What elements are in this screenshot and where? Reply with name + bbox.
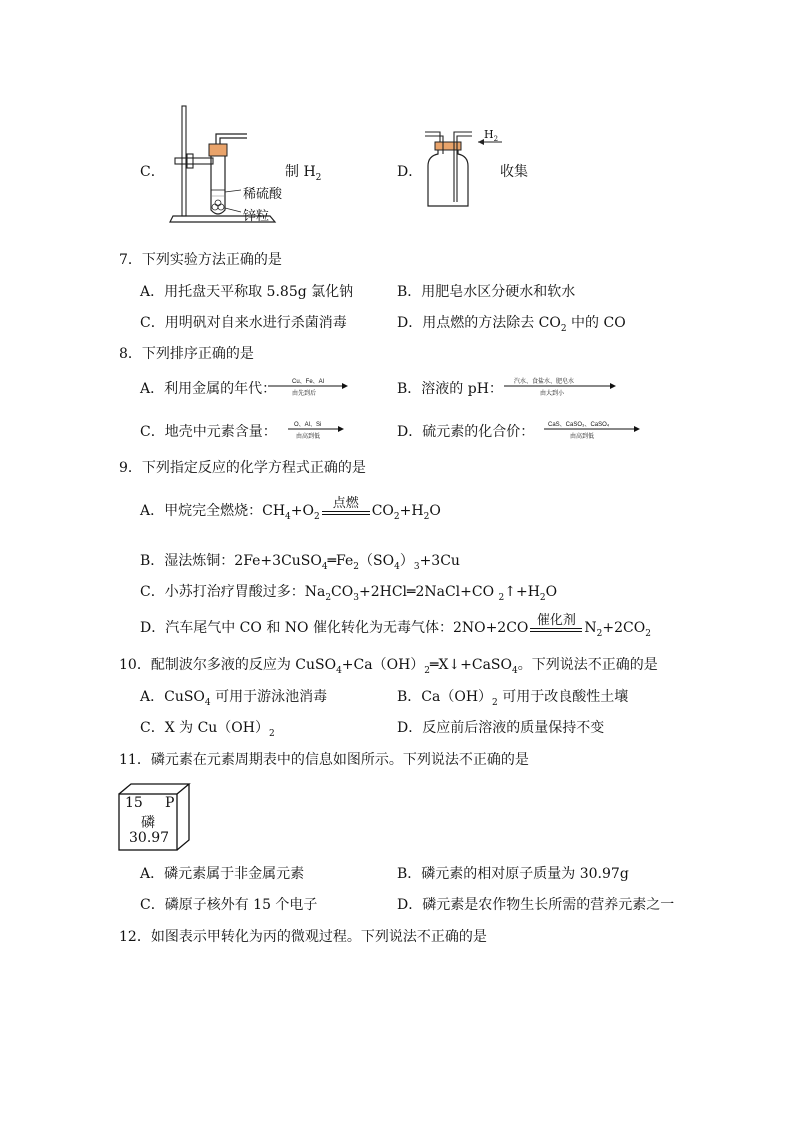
q8-option-b: B．溶液的 pH： xyxy=(397,381,503,397)
q8-d-arrow-bottom: 由高到低 xyxy=(570,434,595,440)
element-symbol: P xyxy=(165,795,175,811)
q12-stem: 12．如图表示甲转化为丙的微观过程。下列说法不正确的是 xyxy=(119,929,487,945)
q8-b-arrow-bottom: 由大到小 xyxy=(540,391,565,397)
q10-stem: 10．配制波尔多液的反应为 $CuSO_4+Ca(OH)_2═X↓+CaSO_4$。下列说法不正确的是 xyxy=(119,657,658,676)
q11-option-b: B．磷元素的相对原子质量为 30.97g xyxy=(397,866,629,882)
q10-option-b: B．$Ca(OH)_2$ 可用于改良酸性土壤 xyxy=(397,689,629,708)
zinc-granules-label: 锌粒 xyxy=(243,209,270,224)
q6-d-gas-label: $H_2$ xyxy=(484,128,499,144)
dilute-sulfuric-acid-label: 稀硫酸 xyxy=(243,187,283,202)
q8-option-c: C．地壳中元素含量： xyxy=(140,424,277,440)
q6-c-label: C． xyxy=(140,164,165,180)
q10-option-c: C．X 为 $Cu(OH)_2$ xyxy=(140,720,275,739)
q9-a-condition-equals: 点燃 xyxy=(320,501,372,521)
q10-option-d: D．反应前后溶液的质量保持不变 xyxy=(397,720,605,736)
q9-d-condition-equals: 催化剂 xyxy=(528,618,584,638)
q10-option-a: A．CuSO$_4$ 可用于游泳池消毒 xyxy=(140,689,328,708)
periodic-table-cell xyxy=(117,782,217,852)
q8-stem: 8．下列排序正确的是 xyxy=(119,346,254,362)
q7-option-d: D．用点燃的方法除去 $CO_2$ 中的 CO xyxy=(397,315,626,334)
q8-c-arrow-bottom: 由高到低 xyxy=(296,434,321,440)
q8-option-a: A．利用金属的年代： xyxy=(140,381,277,397)
q9-stem: 9．下列指定反应的化学方程式正确的是 xyxy=(119,460,366,476)
q8-option-d: D．硫元素的化合价： xyxy=(397,424,535,440)
q11-option-c: C．磷原子核外有 15 个电子 xyxy=(140,897,318,913)
q6-c-caption: 制 $H_2$ xyxy=(285,164,322,183)
q7-option-c: C．用明矾对自来水进行杀菌消毒 xyxy=(140,315,347,331)
q7-stem: 7．下列实验方法正确的是 xyxy=(119,252,282,268)
q6-d-caption: 收集 xyxy=(500,164,528,180)
atomic-mass: 30.97 xyxy=(129,830,170,846)
q8-b-arrow-top: 汽水、食盐水、肥皂水 xyxy=(514,379,575,385)
q9-option-b: B．湿法炼铜：$2Fe+3CuSO_4═Fe_2(SO_4)_3+3Cu$ xyxy=(140,553,460,572)
q9-option-c: C．小苏打治疗胃酸过多：$Na_2CO_3+2HCl═2NaCl+CO$ $_2↑+H_2O$ xyxy=(140,584,558,603)
q11-stem: 11．磷元素在元素周期表中的信息如图所示。下列说法不正确的是 xyxy=(119,752,529,768)
q8-a-arrow-bottom: 由先到后 xyxy=(292,391,317,397)
q7-option-a: A．用托盘天平称取 5.85g 氯化钠 xyxy=(140,284,354,300)
q7-option-b: B．用肥皂水区分硬水和软水 xyxy=(397,284,576,300)
q9-option-d: D．汽车尾气中 CO 和 NO 催化转化为无毒气体：2NO+2CO 催化剂 $N_2+2CO_2$ xyxy=(140,613,651,639)
q9-option-a: A．甲烷完全燃烧：$CH_4+O_2$ 点燃 $CO_2+H_2O$ xyxy=(140,496,441,522)
q11-option-a: A．磷元素属于非金属元素 xyxy=(140,866,305,882)
hydrogen-generation-apparatus xyxy=(165,104,290,228)
element-name: 磷 xyxy=(141,815,155,831)
q8-c-arrow-top: O、Al、Si xyxy=(294,422,322,428)
q6-d-label: D． xyxy=(397,164,423,180)
q11-option-d: D．磷元素是农作物生长所需的营养元素之一 xyxy=(397,897,675,913)
atomic-number: 15 xyxy=(125,795,143,811)
q8-d-arrow-top: CaS、CaSO₃、CaSO₄ xyxy=(548,422,610,428)
q8-a-arrow-top: Cu、Fe、Al xyxy=(292,379,325,385)
